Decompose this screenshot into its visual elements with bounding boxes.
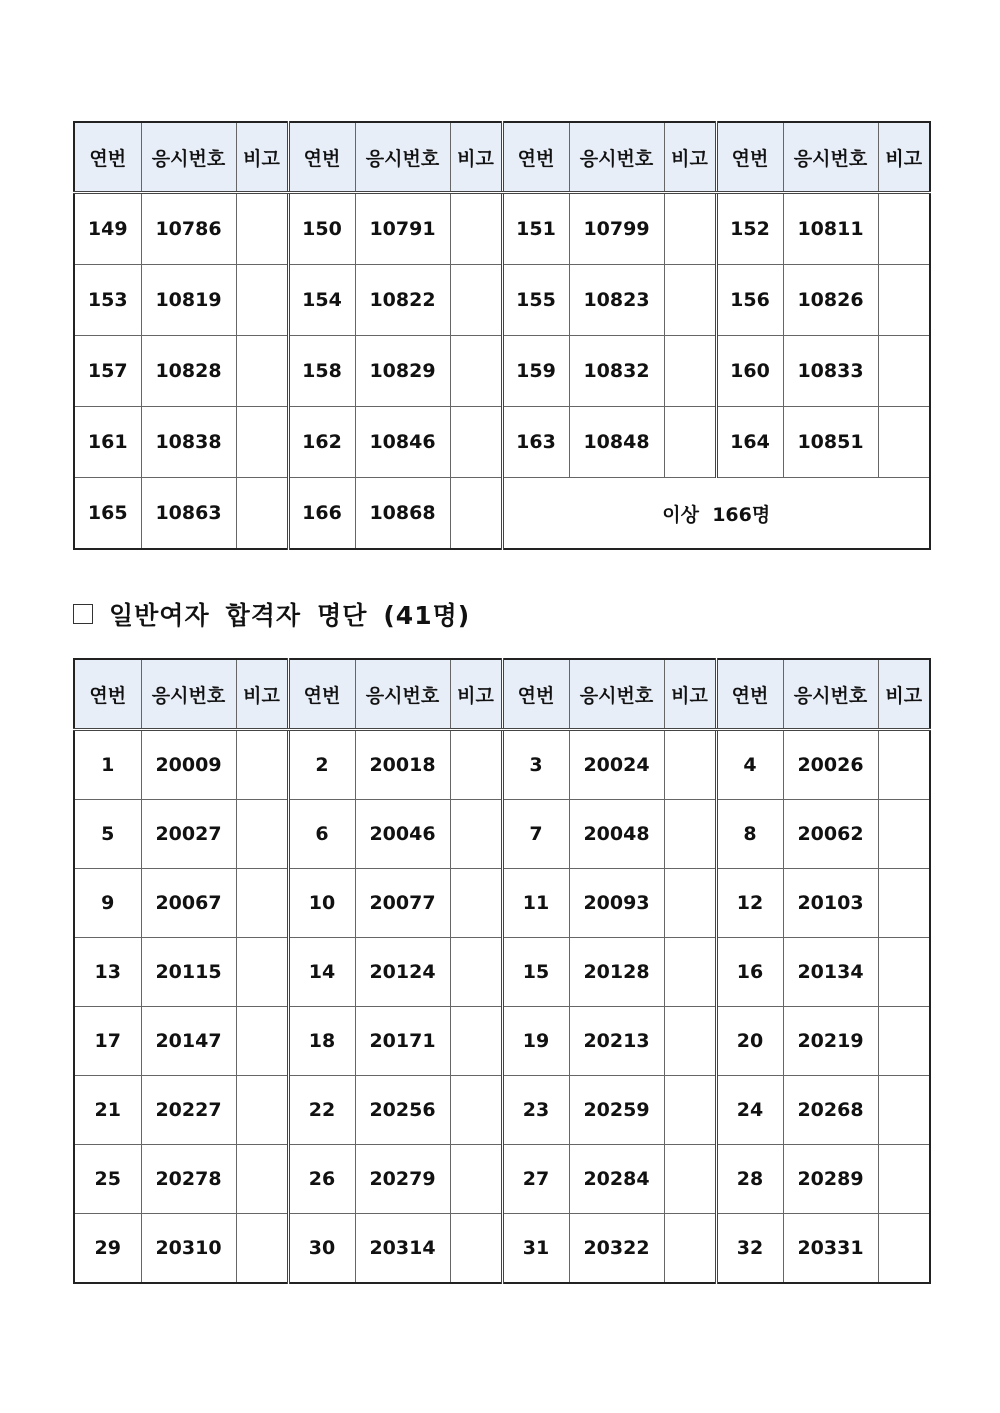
cell-exam-number: 20026: [783, 730, 878, 800]
cell-no: 10: [288, 869, 355, 938]
cell-remarks: [236, 730, 288, 800]
cell-no: 22: [288, 1076, 355, 1145]
col-header-exam-number: 응시번호: [783, 122, 878, 193]
col-header-no: 연번: [288, 659, 355, 730]
cell-remarks: [878, 336, 930, 407]
cell-remarks: [878, 1145, 930, 1214]
cell-no: 24: [716, 1076, 783, 1145]
cell-no: 4: [716, 730, 783, 800]
cell-remarks: [236, 869, 288, 938]
cell-no: 161: [74, 407, 141, 478]
results-table-1: [73, 121, 931, 550]
cell-no: 151: [502, 193, 569, 265]
cell-remarks: [450, 730, 502, 800]
cell-exam-number: 20027: [141, 800, 236, 869]
cell-exam-number: 20310: [141, 1214, 236, 1284]
cell-exam-number: 20115: [141, 938, 236, 1007]
cell-exam-number: 10819: [141, 265, 236, 336]
cell-no: 160: [716, 336, 783, 407]
cell-no: 152: [716, 193, 783, 265]
table-row: [74, 730, 930, 800]
cell-remarks: [878, 193, 930, 265]
cell-no: 11: [502, 869, 569, 938]
cell-exam-number: 10838: [141, 407, 236, 478]
cell-remarks: [450, 1145, 502, 1214]
col-header-no: 연번: [74, 122, 141, 193]
cell-exam-number: 10851: [783, 407, 878, 478]
cell-exam-number: 20018: [355, 730, 450, 800]
cell-no: 5: [74, 800, 141, 869]
cell-no: 7: [502, 800, 569, 869]
results-table-2: [73, 658, 931, 1284]
cell-remarks: [878, 938, 930, 1007]
table-body: [74, 193, 930, 478]
col-header-remarks: 비고: [236, 659, 288, 730]
cell-remarks: [450, 869, 502, 938]
table-row: [74, 336, 930, 407]
cell-exam-number: 10822: [355, 265, 450, 336]
cell-exam-number: 20219: [783, 1007, 878, 1076]
table-row: [74, 938, 930, 1007]
cell-remarks: [236, 938, 288, 1007]
cell-no: 166: [288, 478, 355, 550]
col-header-exam-number: 응시번호: [783, 659, 878, 730]
col-header-remarks: 비고: [450, 122, 502, 193]
col-header-exam-number: 응시번호: [141, 122, 236, 193]
cell-exam-number: 10868: [355, 478, 450, 550]
title-count: (41명): [383, 601, 471, 630]
cell-exam-number: 20128: [569, 938, 664, 1007]
col-header-remarks: 비고: [236, 122, 288, 193]
cell-remarks: [878, 265, 930, 336]
cell-no: 13: [74, 938, 141, 1007]
cell-remarks: [664, 800, 716, 869]
cell-exam-number: 20134: [783, 938, 878, 1007]
cell-exam-number: 20062: [783, 800, 878, 869]
cell-remarks: [236, 265, 288, 336]
cell-exam-number: 20322: [569, 1214, 664, 1284]
cell-exam-number: 20048: [569, 800, 664, 869]
cell-no: 28: [716, 1145, 783, 1214]
cell-exam-number: 20046: [355, 800, 450, 869]
cell-remarks: [236, 336, 288, 407]
cell-remarks: [450, 336, 502, 407]
cell-no: 19: [502, 1007, 569, 1076]
cell-remarks: [878, 730, 930, 800]
cell-no: 157: [74, 336, 141, 407]
col-header-no: 연번: [288, 122, 355, 193]
cell-no: 27: [502, 1145, 569, 1214]
cell-no: 158: [288, 336, 355, 407]
table-row: [74, 869, 930, 938]
cell-no: 164: [716, 407, 783, 478]
table-row: [74, 1145, 930, 1214]
cell-no: 29: [74, 1214, 141, 1284]
cell-no: 154: [288, 265, 355, 336]
cell-no: 156: [716, 265, 783, 336]
col-header-exam-number: 응시번호: [569, 122, 664, 193]
title-word: 합격자: [225, 601, 302, 630]
cell-exam-number: 20314: [355, 1214, 450, 1284]
cell-exam-number: 10863: [141, 478, 236, 550]
cell-remarks: [878, 1007, 930, 1076]
cell-no: 15: [502, 938, 569, 1007]
cell-remarks: [664, 938, 716, 1007]
checkbox-square-icon: [73, 604, 93, 624]
table-row: [74, 478, 930, 550]
cell-exam-number: 20278: [141, 1145, 236, 1214]
table-footer: [74, 478, 930, 550]
table-row: [74, 407, 930, 478]
cell-remarks: [664, 407, 716, 478]
cell-exam-number: 20024: [569, 730, 664, 800]
table-row: [74, 265, 930, 336]
cell-remarks: [878, 869, 930, 938]
cell-exam-number: 20171: [355, 1007, 450, 1076]
cell-exam-number: 20124: [355, 938, 450, 1007]
cell-no: 155: [502, 265, 569, 336]
cell-exam-number: 10823: [569, 265, 664, 336]
col-header-exam-number: 응시번호: [355, 122, 450, 193]
cell-no: 23: [502, 1076, 569, 1145]
cell-remarks: [236, 478, 288, 550]
cell-no: 32: [716, 1214, 783, 1284]
cell-exam-number: 20284: [569, 1145, 664, 1214]
cell-no: 163: [502, 407, 569, 478]
cell-exam-number: 10833: [783, 336, 878, 407]
cell-exam-number: 10786: [141, 193, 236, 265]
cell-no: 21: [74, 1076, 141, 1145]
cell-no: 25: [74, 1145, 141, 1214]
cell-exam-number: 10832: [569, 336, 664, 407]
cell-remarks: [878, 800, 930, 869]
cell-exam-number: 20331: [783, 1214, 878, 1284]
cell-exam-number: 10799: [569, 193, 664, 265]
cell-exam-number: 10791: [355, 193, 450, 265]
cell-exam-number: 20103: [783, 869, 878, 938]
col-header-exam-number: 응시번호: [355, 659, 450, 730]
cell-remarks: [236, 1145, 288, 1214]
cell-no: 153: [74, 265, 141, 336]
cell-remarks: [450, 938, 502, 1007]
cell-remarks: [236, 1076, 288, 1145]
cell-remarks: [236, 407, 288, 478]
table-header: [74, 122, 930, 193]
section-title: [73, 594, 486, 634]
cell-remarks: [236, 193, 288, 265]
table-row: [74, 1214, 930, 1284]
col-header-remarks: 비고: [664, 122, 716, 193]
cell-exam-number: 20268: [783, 1076, 878, 1145]
cell-exam-number: 20279: [355, 1145, 450, 1214]
cell-no: 8: [716, 800, 783, 869]
cell-no: 30: [288, 1214, 355, 1284]
cell-no: 16: [716, 938, 783, 1007]
cell-exam-number: 20213: [569, 1007, 664, 1076]
cell-exam-number: 20077: [355, 869, 450, 938]
cell-no: 165: [74, 478, 141, 550]
cell-exam-number: 10829: [355, 336, 450, 407]
cell-no: 17: [74, 1007, 141, 1076]
cell-exam-number: 10811: [783, 193, 878, 265]
col-header-remarks: 비고: [878, 659, 930, 730]
cell-remarks: [236, 1007, 288, 1076]
table-row: [74, 800, 930, 869]
title-word: 일반여자: [109, 601, 210, 630]
title-word: 명단: [317, 601, 368, 630]
cell-remarks: [450, 1076, 502, 1145]
cell-exam-number: 20147: [141, 1007, 236, 1076]
col-header-remarks: 비고: [450, 659, 502, 730]
col-header-remarks: 비고: [664, 659, 716, 730]
cell-remarks: [664, 1214, 716, 1284]
cell-exam-number: 20093: [569, 869, 664, 938]
cell-no: 20: [716, 1007, 783, 1076]
cell-no: 12: [716, 869, 783, 938]
col-header-exam-number: 응시번호: [141, 659, 236, 730]
cell-no: 18: [288, 1007, 355, 1076]
cell-exam-number: 20259: [569, 1076, 664, 1145]
cell-remarks: [878, 407, 930, 478]
cell-no: 9: [74, 869, 141, 938]
col-header-no: 연번: [502, 659, 569, 730]
cell-exam-number: 10846: [355, 407, 450, 478]
col-header-no: 연번: [74, 659, 141, 730]
col-header-no: 연번: [716, 122, 783, 193]
col-header-no: 연번: [502, 122, 569, 193]
cell-exam-number: 20009: [141, 730, 236, 800]
cell-exam-number: 20067: [141, 869, 236, 938]
cell-no: 6: [288, 800, 355, 869]
summary-total: 이상 166명: [502, 478, 930, 550]
table-row: [74, 1007, 930, 1076]
cell-exam-number: 20289: [783, 1145, 878, 1214]
table-header: [74, 659, 930, 730]
cell-remarks: [664, 1145, 716, 1214]
cell-remarks: [664, 730, 716, 800]
cell-remarks: [450, 800, 502, 869]
cell-no: 1: [74, 730, 141, 800]
cell-exam-number: 10826: [783, 265, 878, 336]
cell-remarks: [878, 1214, 930, 1284]
cell-no: 150: [288, 193, 355, 265]
cell-remarks: [664, 1007, 716, 1076]
cell-remarks: [878, 1076, 930, 1145]
cell-remarks: [664, 1076, 716, 1145]
cell-no: 149: [74, 193, 141, 265]
col-header-no: 연번: [716, 659, 783, 730]
cell-no: 159: [502, 336, 569, 407]
cell-remarks: [664, 336, 716, 407]
table-row: [74, 193, 930, 265]
cell-exam-number: 20256: [355, 1076, 450, 1145]
table-body: [74, 730, 930, 1284]
cell-remarks: [664, 193, 716, 265]
table-row: [74, 1076, 930, 1145]
cell-no: 162: [288, 407, 355, 478]
cell-remarks: [450, 265, 502, 336]
cell-remarks: [664, 869, 716, 938]
cell-remarks: [236, 1214, 288, 1284]
cell-remarks: [450, 478, 502, 550]
cell-exam-number: 10848: [569, 407, 664, 478]
cell-no: 31: [502, 1214, 569, 1284]
cell-remarks: [450, 193, 502, 265]
cell-remarks: [236, 800, 288, 869]
cell-no: 14: [288, 938, 355, 1007]
cell-no: 26: [288, 1145, 355, 1214]
cell-no: 2: [288, 730, 355, 800]
cell-exam-number: 10828: [141, 336, 236, 407]
col-header-remarks: 비고: [878, 122, 930, 193]
cell-exam-number: 20227: [141, 1076, 236, 1145]
cell-remarks: [450, 1007, 502, 1076]
cell-remarks: [664, 265, 716, 336]
col-header-exam-number: 응시번호: [569, 659, 664, 730]
cell-remarks: [450, 407, 502, 478]
cell-remarks: [450, 1214, 502, 1284]
cell-no: 3: [502, 730, 569, 800]
